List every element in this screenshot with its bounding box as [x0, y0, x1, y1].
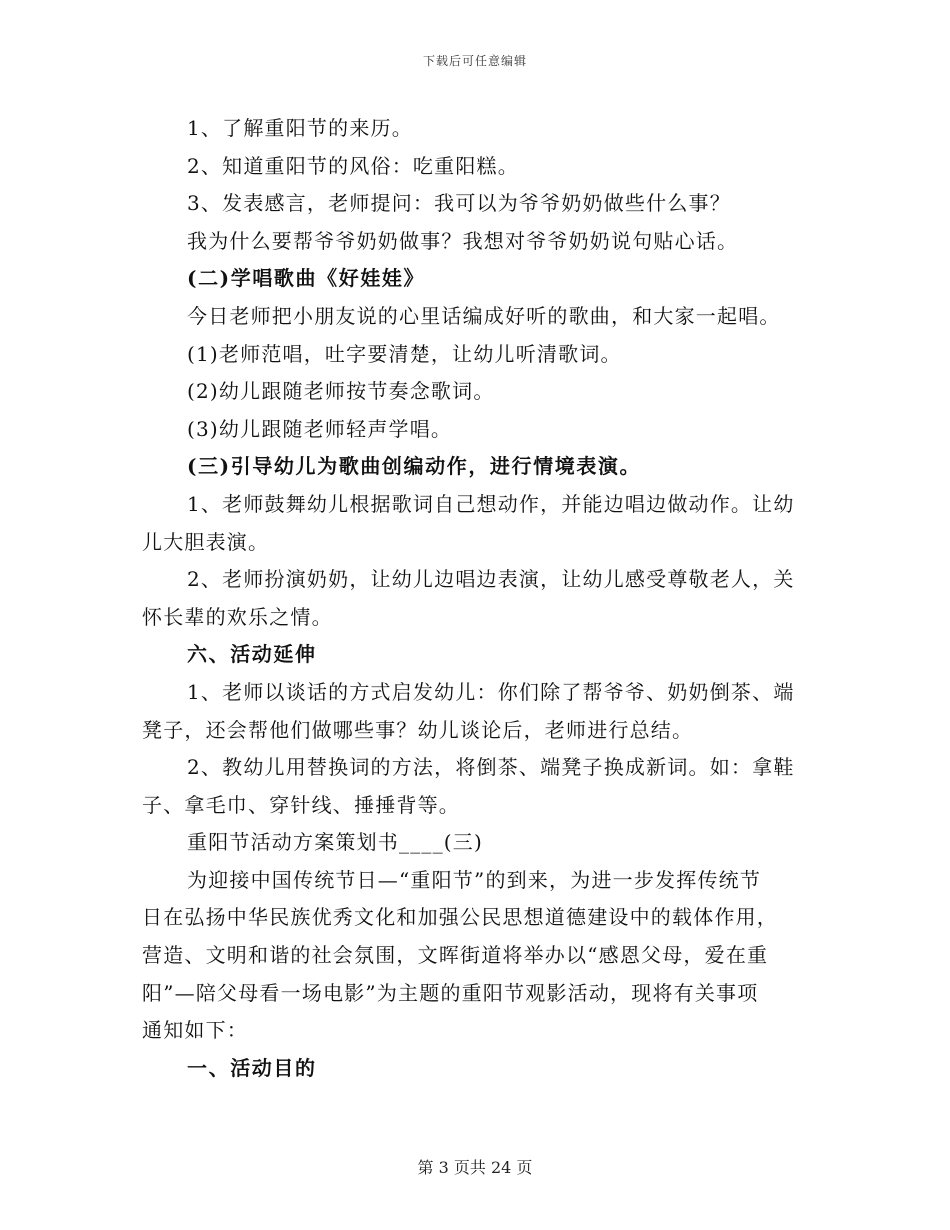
paragraph-line: 阳”—陪父母看一场电影”为主题的重阳节观影活动，现将有关事项 — [142, 980, 759, 1005]
paragraph-line: 为迎接中国传统节日—“重阳节”的到来，为进一步发挥传统节 — [187, 867, 762, 892]
paragraph-line: 3、发表感言，老师提问：我可以为爷爷奶奶做些什么事？ — [187, 191, 731, 216]
paragraph-line: 日在弘扬中华民族优秀文化和加强公民思想道德建设中的载体作用， — [142, 905, 778, 930]
document-body — [142, 110, 812, 1087]
paragraph-line: (1)老师范唱，吐字要清楚，让幼儿听清歌词。 — [187, 341, 622, 366]
section-heading: (二)学唱歌曲《好娃娃》 — [187, 266, 426, 291]
section-heading: (三)引导幼儿为歌曲创编动作，进行情境表演。 — [187, 454, 642, 479]
paragraph-line: 子、拿毛巾、穿针线、捶捶背等。 — [142, 792, 460, 817]
page-header: 下载后可任意编辑 — [422, 54, 527, 68]
paragraph-line: 我为什么要帮爷爷奶奶做事？我想对爷爷奶奶说句贴心话。 — [187, 228, 739, 253]
paragraph-line: 儿大胆表演。 — [142, 529, 270, 554]
paragraph-line: 1、了解重阳节的来历。 — [187, 116, 413, 140]
paragraph-line: 2、教幼儿用替换词的方法，将倒茶、端凳子换成新词。如：拿鞋 — [187, 755, 795, 780]
section-heading: 六、活动延伸 — [187, 642, 317, 667]
paragraph-line: (3)幼儿跟随老师轻声学唱。 — [187, 416, 453, 441]
paragraph-line: 营造、文明和谐的社会氛围，文晖街道将举办以“感恩父母，爱在重 — [142, 943, 769, 968]
document-subtitle: 重阳节活动方案策划书____(三) — [187, 830, 484, 855]
paragraph-line: 怀长辈的欢乐之情。 — [142, 604, 333, 629]
paragraph-line: 今日老师把小朋友说的心里话编成好听的歌曲，和大家一起唱。 — [187, 303, 781, 328]
paragraph-line: 通知如下： — [142, 1018, 248, 1043]
paragraph-line: 凳子，还会帮他们做哪些事？幼儿谈论后，老师进行总结。 — [142, 717, 694, 742]
section-heading: 一、活动目的 — [187, 1055, 317, 1080]
paragraph-line: 2、知道重阳节的风俗：吃重阳糕。 — [187, 153, 519, 178]
paragraph-line: 1、老师以谈话的方式启发幼儿：你们除了帮爷爷、奶奶倒茶、端 — [187, 679, 795, 704]
page-footer: 第 3 页共 24 页 — [417, 1158, 533, 1177]
paragraph-line: (2)幼儿跟随老师按节奏念歌词。 — [187, 379, 495, 404]
paragraph-line: 2、老师扮演奶奶，让幼儿边唱边表演，让幼儿感受尊敬老人，关 — [187, 567, 795, 592]
paragraph-line: 1、老师鼓舞幼儿根据歌词自己想动作，并能边唱边做动作。让幼 — [187, 491, 795, 516]
